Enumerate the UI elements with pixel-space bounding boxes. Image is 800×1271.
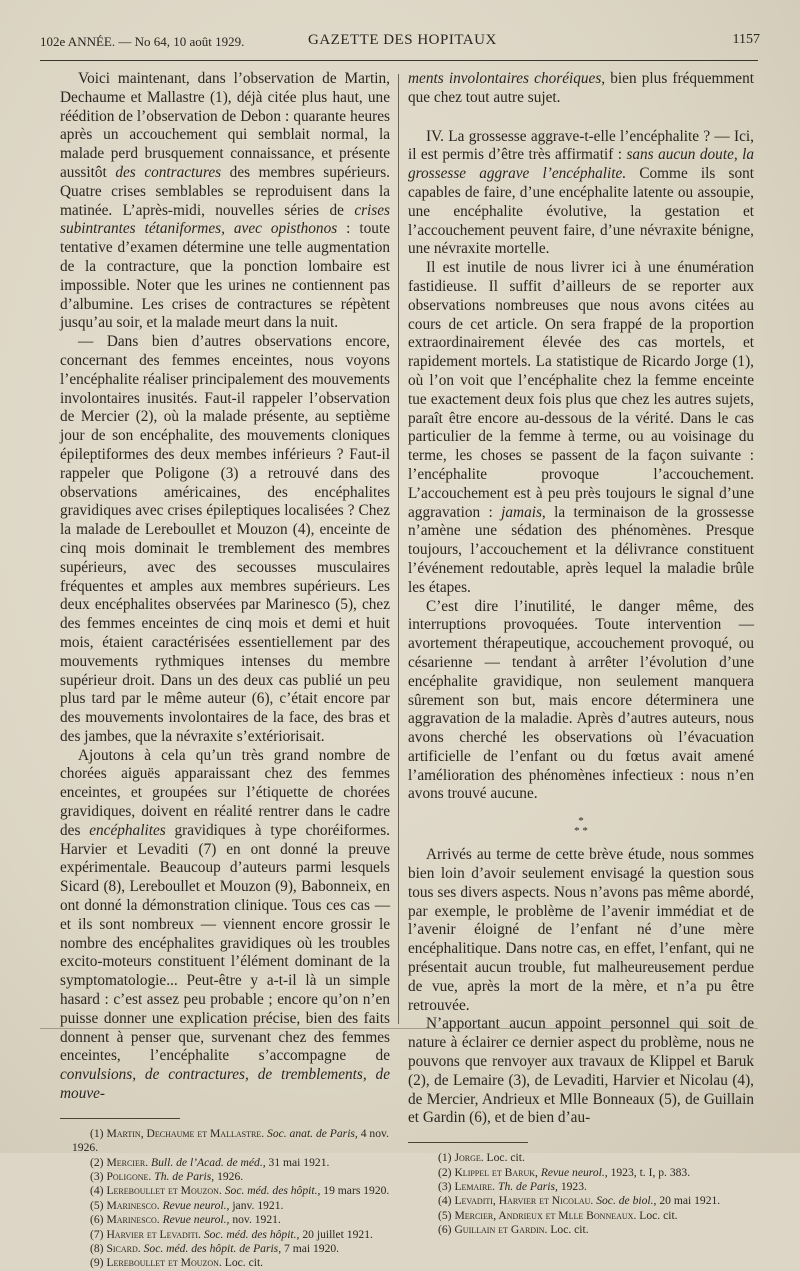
footnote: (5) Mercier, Andrieux et Mlle Bonneaux. Loc. cit. bbox=[438, 1208, 678, 1222]
footnote: (5) Marinesco. Revue neurol., janv. 1921. bbox=[90, 1198, 284, 1212]
paragraph: Il est inutile de nous livrer ici à une énumération fastidieuse. Il suffit d’ailleurs de se reporter aux observations nombreuses que nous avons citées au cours de cet article. On sera frappé de la proportion extraordinairement élevée des cas mortels, et rapidement mortels. La statistique de Ricardo Jorge (1), où l’on voit que l’encéphalite chez la femme enceinte tue exactement deux fois plus que chez les autres sujets, paraît être encore au-dessous de la vérité. Dans le cas particulier de la femme à terme, ou au voisinage du terme, les choses se passent de la façon suivante : l’encéphalite provoque l’accouchement. L’accouchement est à peu près toujours le signal d’une aggravation : jamais, la terminaison de la grossesse n’amène une sédation des phénomènes. Presque toujours, l’accouchement et la délivrance constituent l’événement redoutable, après lequel la maladie brûle les étapes. bbox=[408, 259, 754, 596]
footnote: (2) Mercier. Bull. de l’Acad. de méd., 31 mai 1921. bbox=[90, 1155, 330, 1169]
issue-info: 102e ANNÉE. — No 64, 10 août 1929. bbox=[40, 34, 245, 49]
paragraph: C’est dire l’inutilité, le danger même, des interruptions provoquées. Toute intervention — avortement thérapeutique, accouchement provoqué, ou césarienne — tendant à arrêter l’évolution d’une encéphalite gravidique, non seulement manquera sûrement son but, mais encore déterminera une aggravation de la maladie. Après d’autres auteurs, nous avons cherché les observations où l’évacuation artificielle de l’enfant ou du fœtus avait amené l’amélioration des phénomènes infectieux : nous n’en avons trouvé aucune. bbox=[408, 597, 754, 803]
paragraph: — Dans bien d’autres observations encore, concernant des femmes enceintes, nous voyons l’encéphalite réaliser principalement des mouvements involontaires inusités. Faut-il rappeler l’observation de Mercier (2), où la malade présente, au septième jour de son encéphalite, des mouvements cloniques épileptiformes des deux membes inférieurs ? Faut-il rappeler que Poligone (3) a retrouvé dans des observations américaines, des encéphalites gravidiques avec crises épileptiques localisées ? Chez la malade de Lereboullet et Mouzon (4), enceinte de cinq mois dominait le tremblement des membres supérieurs, avec des secousses musculaires fréquentes et amples aux membres supérieurs. Les deux encéphalites observées par Marinesco (5), chez des femmes enceintes de cinq mois et demi et huit mois, étaient caractérisées essentiellement par des mouvements rythmiques intenses du membre supérieur droit. Dans un des deux cas publié un peu plus tard par le même auteur (6), c’était encore par des mouvements involontaires de la face, des bras et des jambes, que la névraxite s’extériorisait. bbox=[60, 333, 390, 745]
footnotes-right bbox=[408, 1151, 754, 1237]
paragraph: Ajoutons à cela qu’un très grand nombre de chorées aiguës apparaissant chez des femmes enceintes, et groupées sur l’étiquette de chorées gravidiques, doivent en réalité rentrer dans le cadre des encéphalites gravidiques à type choréiformes. Harvier et Levaditi (7) en ont donné la preuve expérimentale. Beaucoup d’auteurs parmi lesquels Sicard (8), Lereboullet et Mouzon (9), Babonneix, en ont donné la démonstration clinique. Tous ces cas — et ils sont nombreux — viennent encore grossir le nombre des encéphalites gravidiques où les troubles excito-moteurs constituent l’élément dominant de la symptomatologie... Peut-être y a-t-il là un simple hasard : c’est assez peu probable ; encore qu’on n’en puisse donner une explication précise, bien des faits donnent à penser que, survenant chez des femmes enceintes, l’encéphalite s’accompagne de convulsions, de contractures, de tremblements, de mouve- bbox=[60, 746, 391, 1103]
footnote: (4) Levaditi, Harvier et Nicolau. Soc. de biol., 20 mai 1921. bbox=[438, 1194, 721, 1208]
footnote: (3) Lemaire. Th. de Paris, 1923. bbox=[438, 1180, 587, 1194]
footnote: (7) Harvier et Levaditi. Soc. méd. des hôpit., 20 juillet 1921. bbox=[90, 1227, 373, 1241]
footnote: (6) Marinesco. Revue neurol., nov. 1921. bbox=[90, 1213, 281, 1227]
journal-title: GAZETTE DES HOPITAUX bbox=[308, 32, 497, 48]
footnote: (1) Martin, Dechaume et Mallastre. Soc. anat. de Paris, 4 nov. 1926. bbox=[72, 1126, 389, 1155]
header-rule bbox=[40, 60, 758, 61]
column-divider bbox=[398, 74, 399, 1024]
footnote: (1) Jorge. Loc. cit. bbox=[438, 1151, 525, 1165]
footnote-rule bbox=[60, 1118, 180, 1119]
footnote: (6) Guillain et Gardin. Loc. cit. bbox=[438, 1223, 589, 1237]
footnote: (8) Sicard. Soc. méd. des hôpit. de Paris, 7 mai 1920. bbox=[90, 1242, 340, 1256]
section-paragraph: IV. La grossesse aggrave-t-elle l’encéphalite ? — Ici, il est permis d’être très affirmatif : sans aucun doute, la grossesse aggrave l’encéphalite. Comme ils sont capables de faire, d’une encéphalite latente ou assoupie, une encéphalite évolutive, la gestation et l’accouchement peuvent faire, d’une névraxite bénigne, une névraxite mortelle. bbox=[408, 127, 754, 258]
section-separator-asterisms: * * * bbox=[574, 815, 588, 838]
footnotes-left bbox=[60, 1127, 390, 1271]
paragraph: ments involontaires choréiques, bien plus fréquemment que chez tout autre sujet. bbox=[408, 70, 754, 106]
bottom-rule bbox=[40, 1028, 758, 1029]
footnote: (3) Poligone. Th. de Paris, 1926. bbox=[90, 1170, 244, 1184]
footnote: (2) Klippel et Baruk, Revue neurol., 1923, t. I, p. 383. bbox=[438, 1165, 691, 1179]
footnote: (9) Lereboullet et Mouzon. Loc. cit. bbox=[90, 1256, 264, 1270]
page-header bbox=[40, 30, 760, 54]
paragraph: Voici maintenant, dans l’observation de Martin, Dechaume et Mallastre (1), déjà citée plus haut, une réédition de l’observation de Debon : quarante heures après un accouchement qui semblait normal, la malade perd brusquement connaissance, et présente aussitôt des contractures des membres supérieurs. Quatre crises semblables se reproduisent dans la matinée. L’après-midi, nouvelles séries de crises subintrantes tétaniformes, avec opisthonos : toute tentative d’examen détermine une telle augmentation de la contracture, que la ponction lombaire est impossible. Noter que les urines ne contiennent pas d’albumine. Les crises de contractures se répètent jusqu’au soir, et la malade meurt dans la nuit. bbox=[60, 70, 391, 332]
footnote-rule bbox=[408, 1142, 528, 1143]
page-number: 1157 bbox=[732, 32, 760, 47]
left-column bbox=[60, 70, 390, 1271]
footnote: (4) Lereboullet et Mouzon. Soc. méd. des hôpit., 19 mars 1920. bbox=[90, 1184, 390, 1198]
right-column bbox=[408, 70, 754, 1238]
paragraph: Arrivés au terme de cette brève étude, nous sommes bien loin d’avoir seulement envisagé la question sous tous ses divers aspects. Nous n’avons pas même abordé, par exemple, le problème de l’avenir immédiat et de l’avenir éloigné de l’enfant né d’une mère encéphalitique. Dans notre cas, en effet, l’enfant, qui ne présentait aucun trouble, fut malheureusement perdue de vue, après la mort de la mère, et n’a pu être retrouvée. bbox=[408, 846, 754, 1014]
paragraph: N’apportant aucun appoint personnel qui soit de nature à éclairer ce dernier aspect du problème, nous ne pouvons que renvoyer aux travaux de Klippel et Baruk (2), de Lemaire (3), de Levaditi, Harvier et Nicolau (4), de Mercier, Andrieux et Mlle Bonneaux (5), de Guillain et Gardin (6), et de bien d’au- bbox=[408, 1015, 754, 1127]
